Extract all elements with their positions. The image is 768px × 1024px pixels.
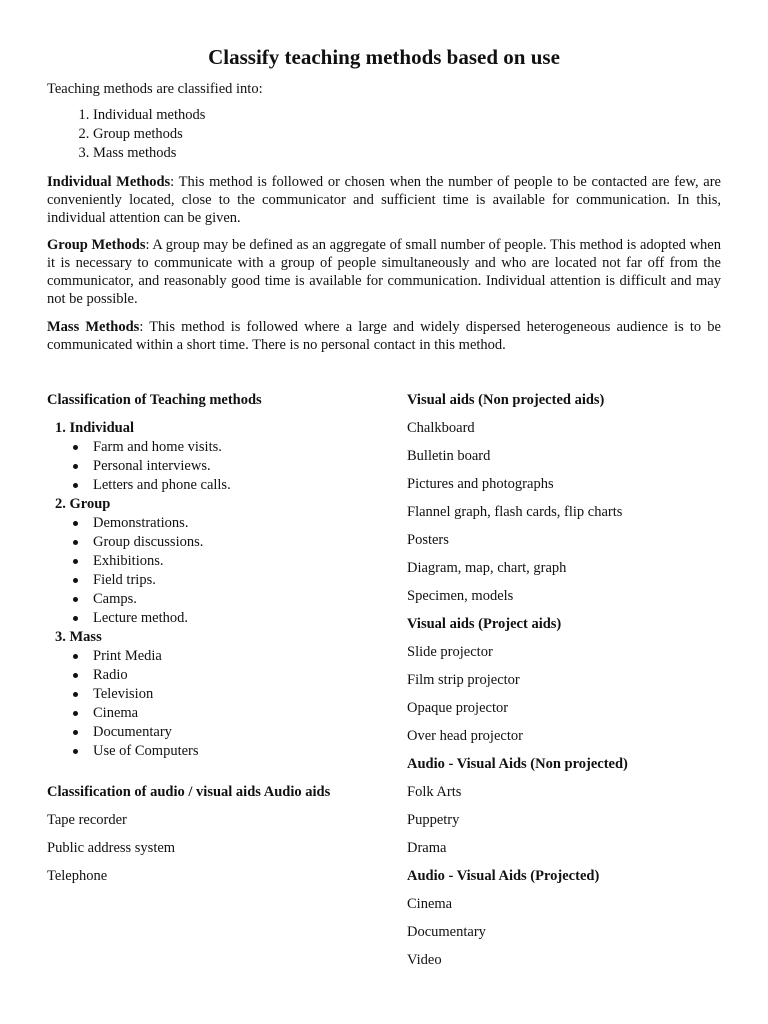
list-item: Opaque projector xyxy=(407,700,509,716)
paragraph-text: : This method is followed where a large and widely dispersed heterogeneous audience is to be communicated within a short time. There is no personal contact in this method. xyxy=(47,319,721,353)
list-item: Cinema xyxy=(407,896,453,912)
method-types-list xyxy=(47,106,205,163)
list-item: Documentary xyxy=(70,723,387,742)
list-item: Over head projector xyxy=(407,728,523,744)
list-item: Posters xyxy=(407,532,449,548)
list-item: Chalkboard xyxy=(407,420,475,436)
group-methods-paragraph xyxy=(47,236,721,308)
visual-projected-heading: Visual aids (Project aids) xyxy=(407,616,562,632)
list-item: Flannel graph, flash cards, flip charts xyxy=(407,504,623,520)
list-item: Television xyxy=(70,685,387,704)
list-item: Tape recorder xyxy=(47,812,127,828)
page-title: Classify teaching methods based on use xyxy=(208,45,560,69)
classification-heading: Classification of Teaching methods xyxy=(47,392,262,408)
list-item: Drama xyxy=(407,840,447,856)
mass-methods-list xyxy=(47,647,387,761)
left-column xyxy=(47,391,387,895)
list-item: Farm and home visits. xyxy=(70,438,387,457)
individual-methods-list xyxy=(47,438,387,495)
individual-methods-paragraph xyxy=(47,173,721,227)
list-item: Lecture method. xyxy=(70,609,387,628)
list-item: Documentary xyxy=(407,924,486,940)
list-item: Cinema xyxy=(70,704,387,723)
list-item: Pictures and photographs xyxy=(407,476,554,492)
list-item: Use of Computers xyxy=(70,742,387,761)
group-title-mass: 3. Mass xyxy=(55,629,102,645)
paragraph-text: : A group may be defined as an aggregate of small number of people. This method is adopted when it is necessary to communicate with a group of people simultaneously and who are located not far off from the communicator, and reasonably good time is available for communication. Individual attention is difficult and may not be possible. xyxy=(47,237,721,307)
mass-methods-paragraph xyxy=(47,318,721,354)
right-column xyxy=(407,391,727,979)
av-non-projected-heading: Audio - Visual Aids (Non projected) xyxy=(407,756,628,772)
av-projected-heading: Audio - Visual Aids (Projected) xyxy=(407,868,600,884)
group-title-individual: 1. Individual xyxy=(55,420,134,436)
list-item: Slide projector xyxy=(407,644,493,660)
list-item: Radio xyxy=(70,666,387,685)
list-item: Telephone xyxy=(47,868,108,884)
list-item: Specimen, models xyxy=(407,588,514,604)
paragraph-term: Group Methods xyxy=(47,237,146,253)
list-item: Camps. xyxy=(70,590,387,609)
group-methods-list xyxy=(47,514,387,628)
intro-text: Teaching methods are classified into: xyxy=(47,81,263,97)
paragraph-term: Mass Methods xyxy=(47,319,140,335)
group-title-group: 2. Group xyxy=(55,496,111,512)
list-item: Field trips. xyxy=(70,571,387,590)
list-item: 2. Group methods xyxy=(93,125,205,144)
list-item: Public address system xyxy=(47,840,176,856)
audio-aids-heading: Classification of audio / visual aids Audio aids xyxy=(47,784,331,800)
list-item: 1. Individual methods xyxy=(93,106,205,125)
list-item: Bulletin board xyxy=(407,448,491,464)
list-item: Letters and phone calls. xyxy=(70,476,387,495)
list-item: Video xyxy=(407,952,442,968)
list-item: Exhibitions. xyxy=(70,552,387,571)
list-item: Folk Arts xyxy=(407,784,462,800)
list-item: Demonstrations. xyxy=(70,514,387,533)
list-item: Diagram, map, chart, graph xyxy=(407,560,567,576)
list-item: Personal interviews. xyxy=(70,457,387,476)
list-item: 3. Mass methods xyxy=(93,144,205,163)
list-item: Print Media xyxy=(70,647,387,666)
visual-non-projected-heading: Visual aids (Non projected aids) xyxy=(407,392,605,408)
paragraph-term: Individual Methods xyxy=(47,174,171,190)
list-item: Group discussions. xyxy=(70,533,387,552)
list-item: Puppetry xyxy=(407,812,460,828)
list-item: Film strip projector xyxy=(407,672,520,688)
paragraph-text: : This method is followed or chosen when the number of people to be contacted are few, are conveniently located, close to the communicator and sufficient time is available for communication. In this, individual attention can be given. xyxy=(47,174,721,226)
